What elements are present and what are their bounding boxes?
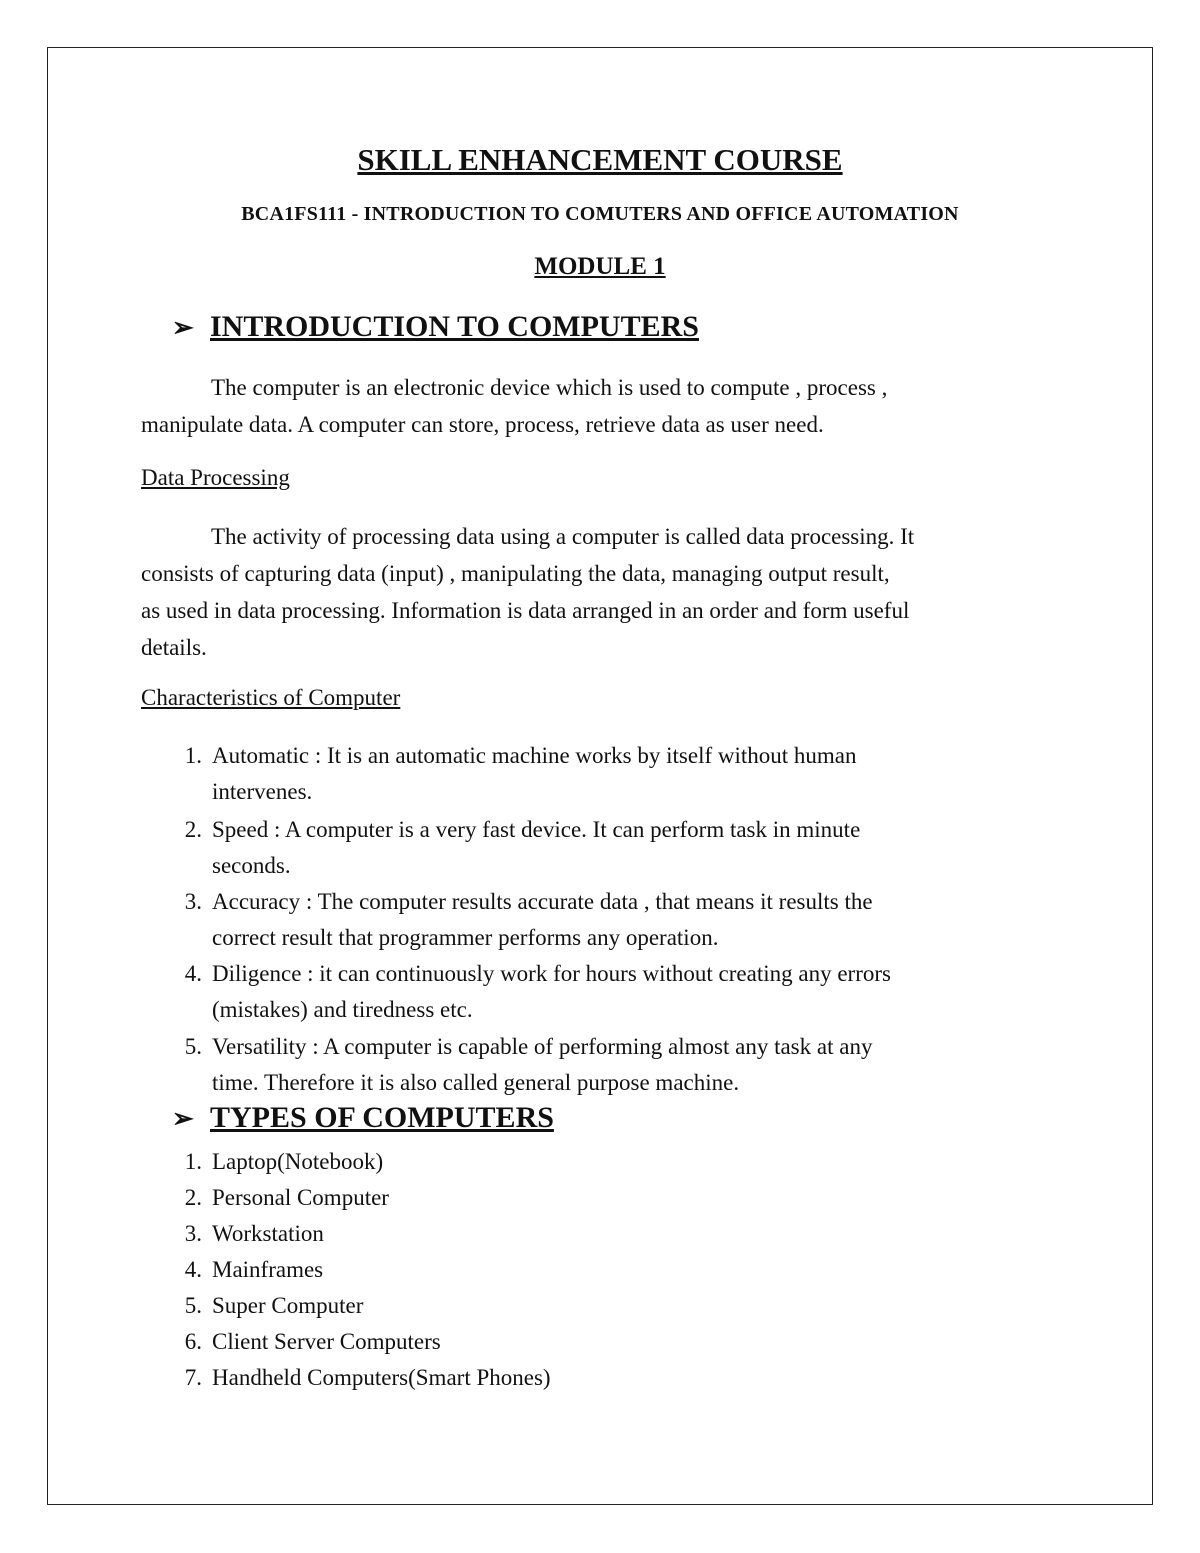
arrow-bullet-icon: ➢ xyxy=(172,313,194,342)
paragraph-line: manipulate data. A computer can store, process, retrieve data as user need. xyxy=(141,412,824,437)
list-text: seconds. xyxy=(212,853,291,878)
paragraph-line: The computer is an electronic device which is used to compute , process , xyxy=(211,375,888,400)
list-text: Workstation xyxy=(212,1221,324,1246)
list-number: 1. xyxy=(184,743,202,768)
section-heading-text: TYPES OF COMPUTERS xyxy=(210,1101,554,1134)
list-text: Versatility : A computer is capable of performing almost any task at any xyxy=(212,1034,873,1059)
list-number: 4. xyxy=(184,1257,202,1282)
subheading-characteristics: Characteristics of Computer xyxy=(141,685,401,710)
list-number: 4. xyxy=(184,961,202,986)
list-item xyxy=(172,1252,772,1288)
list-number: 2. xyxy=(184,817,202,842)
list-item xyxy=(172,738,1032,810)
list-number: 5. xyxy=(184,1034,202,1059)
list-number: 3. xyxy=(184,1221,202,1246)
section-heading-introduction xyxy=(172,310,699,344)
paragraph-line: as used in data processing. Information is data arranged in an order and form useful xyxy=(141,598,910,623)
document-title: SKILL ENHANCEMENT COURSE xyxy=(357,142,843,177)
paragraph-line: details. xyxy=(141,635,207,660)
list-item xyxy=(172,812,1032,884)
list-item xyxy=(172,1180,772,1216)
list-text: intervenes. xyxy=(212,779,313,804)
course-subtitle: BCA1FS111 - INTRODUCTION TO COMUTERS AND OFFICE AUTOMATION xyxy=(241,203,959,225)
module-heading: MODULE 1 xyxy=(534,253,666,280)
section-heading-types xyxy=(172,1101,554,1135)
arrow-bullet-icon: ➢ xyxy=(172,1104,194,1133)
list-text: Diligence : it can continuously work for hours without creating any errors xyxy=(212,961,891,986)
list-text: (mistakes) and tiredness etc. xyxy=(212,997,473,1022)
list-text: Speed : A computer is a very fast device. It can perform task in minute xyxy=(212,817,861,842)
list-item xyxy=(172,956,1032,1028)
list-number: 2. xyxy=(184,1185,202,1210)
list-text: Laptop(Notebook) xyxy=(212,1149,384,1174)
list-text: Automatic : It is an automatic machine works by itself without human xyxy=(212,743,857,768)
list-text: Accuracy : The computer results accurate data , that means it results the xyxy=(212,889,873,914)
subheading-data-processing: Data Processing xyxy=(141,465,290,490)
list-number: 3. xyxy=(184,889,202,914)
list-number: 6. xyxy=(184,1329,202,1354)
intro-paragraph xyxy=(141,369,1061,443)
list-text: Mainframes xyxy=(212,1257,324,1282)
list-text: Personal Computer xyxy=(212,1185,389,1210)
list-text: Client Server Computers xyxy=(212,1329,441,1354)
paragraph-line: consists of capturing data (input) , manipulating the data, managing output result, xyxy=(141,561,890,586)
list-text: Handheld Computers(Smart Phones) xyxy=(212,1365,551,1390)
list-item xyxy=(172,1288,772,1324)
list-text: time. Therefore it is also called general purpose machine. xyxy=(212,1070,740,1095)
list-text: correct result that programmer performs any operation. xyxy=(212,925,719,950)
paragraph-line: The activity of processing data using a computer is called data processing. It xyxy=(211,524,915,549)
data-processing-paragraph xyxy=(141,518,1061,666)
list-item xyxy=(172,1360,772,1396)
list-item xyxy=(172,1029,1032,1101)
section-heading-text: INTRODUCTION TO COMPUTERS xyxy=(210,310,699,343)
list-number: 7. xyxy=(184,1365,202,1390)
list-text: Super Computer xyxy=(212,1293,364,1318)
list-number: 1. xyxy=(184,1149,202,1174)
list-item xyxy=(172,884,1032,956)
list-number: 5. xyxy=(184,1293,202,1318)
list-item xyxy=(172,1324,772,1360)
list-item xyxy=(172,1216,772,1252)
list-item xyxy=(172,1144,772,1180)
